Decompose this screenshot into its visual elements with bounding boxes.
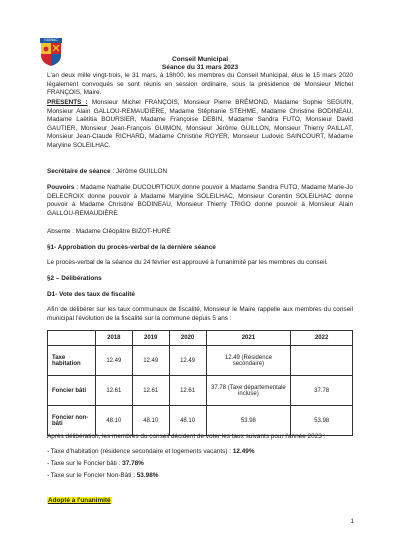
rate-line-foncier-bati <box>47 460 144 469</box>
presents-label: PRESENTS : <box>47 99 88 106</box>
table-cell: 12.49 <box>95 346 132 376</box>
d1-text: Afin de délibérer sur les taux communaux de fiscalité, Monsieur le Maire rappelle aux membres du conseil municipal l'évolution de la fiscalité sur la commune depuis 5 ans : <box>47 306 353 322</box>
table-header-cell: 2022 <box>291 331 353 346</box>
table-cell: 12.61 <box>132 376 169 406</box>
intro-paragraph: L'an deux mille vingt-trois, le 31 mars, à 18h00, les membres du Conseil Municipal, élus le 15 mars 2020 légalement convoqués se sont réunis en session ordinaire, sous la présidence de Monsieur Michel FRANÇOIS, Maire. <box>47 72 353 97</box>
presents-text: Monsieur Michel FRANÇOIS, Monsieur Pierre BRÉMOND, Madame Sophie SEGUIN, Monsieur Alain GALLOU-REMAUDIÈRE, Madame Stéphanie STEHME, Madame Christine BODINEAU, Madame Laëtitia BOURSIER, Madame Françoise DEBIN, Madame Sandra FUTO, Monsieur David GAUTIER, Monsieur Jean-François GUIMON, Monsieur Jérôme GUILLON, Monsieur Thierry PAILLAT, Monsieur Jean-Claude RICHARD, Madame Christine ROYER, Monsieur Ludovic SAINCOURT, Madame Maryline SOLEILHAC. <box>47 99 353 149</box>
table-header-cell: 2020 <box>169 331 206 346</box>
table-header-cell <box>48 331 96 346</box>
d1-title: D1- Vote des taux de fiscalité <box>47 291 135 298</box>
pouvoirs-text: : Madame Nathalie DUCOURTIOUX donne pouvoir à Madame Sandra FUTO, Madame Marie-Jo DELECROIX donne pouvoir à Madame Maryline SOLEILHAC, Monsieur Corentin SOLEILHAC donne pouvoir à Madame Christine BODINEAU, Monsieur Thierry TRIGO donne pouvoir à Monsieur Alain GALLOU-REMAUDIÈRE <box>47 184 353 217</box>
rate-label: - Taxe sur le Foncier Non-Bâti : <box>47 472 137 479</box>
secretaire-label: Secrétaire de séance <box>47 168 111 175</box>
table-header-cell: 2019 <box>132 331 169 346</box>
row-label: Foncier non-bâti <box>48 406 96 436</box>
table-cell <box>291 346 353 376</box>
section1-title: §1- Approbation du procès-verbal de la dernière séance <box>47 244 216 251</box>
table-cell: 48.10 <box>169 406 206 436</box>
pouvoirs-label: Pouvoirs <box>47 184 75 191</box>
table-cell: 48.10 <box>95 406 132 436</box>
rate-value: 53.98% <box>136 472 159 479</box>
table-cell: 12.61 <box>169 376 206 406</box>
table-cell: 53.98 <box>291 406 353 436</box>
adopted-status: Adopté à l'unanimité <box>48 497 111 504</box>
table-cell: 48.10 <box>132 406 169 436</box>
row-label: Foncier bâti <box>48 376 96 406</box>
table-row <box>48 376 353 406</box>
table-cell: 53.98 <box>206 406 291 436</box>
document-title: Conseil Municipal <box>171 56 229 63</box>
presents-paragraph <box>47 99 353 151</box>
table-cell: 37.78 <box>291 376 353 406</box>
secretaire-paragraph <box>47 168 353 177</box>
rate-value: 37.78% <box>122 460 144 467</box>
after-table-text: Après délibération, les membres du conseil décident de voter les taux suivants pour l'année 2023 : <box>47 433 326 440</box>
rate-value: 12.49% <box>232 448 255 455</box>
pouvoirs-paragraph <box>47 184 353 218</box>
page-number: 1 <box>350 518 354 525</box>
table-cell: 12.61 <box>95 376 132 406</box>
table-cell: 12.49 (Résidence secondaire) <box>206 346 291 376</box>
table-cell: 12.49 <box>169 346 206 376</box>
table-header-cell: 2021 <box>206 331 291 346</box>
document-subtitle: Séance du 31 mars 2023 <box>161 64 239 71</box>
table-cell: 37.78 (Taxe départementale incluse) <box>206 376 291 406</box>
table-row <box>48 406 353 436</box>
section2-title: §2 – Délibérations <box>47 275 102 282</box>
table-header-cell: 2018 <box>95 331 132 346</box>
absente-line: Absente : Madame Cléopâtre BIZOT-HURÉ <box>47 228 171 235</box>
table-row <box>48 346 353 376</box>
rate-label: - Taxe d'habitation (résidence secondaire et logements vacants) : <box>47 448 233 455</box>
secretaire-value: : Jérôme GUILLON <box>110 168 168 175</box>
tax-rates-table <box>47 330 353 436</box>
logo-band: GIGNAC <box>40 38 62 43</box>
rate-line-habitation <box>47 448 255 457</box>
section1-text: Le procès-verbal de la séance du 24 février est approuvé à l'unanimité par les membres du conseil. <box>47 259 328 266</box>
rate-label: - Taxe sur le Foncier bâti : <box>47 460 123 467</box>
table-cell: 12.49 <box>132 346 169 376</box>
row-label: Taxe habitation <box>48 346 96 376</box>
table-header-row <box>48 331 353 346</box>
rate-line-foncier-non-bati <box>47 472 158 481</box>
